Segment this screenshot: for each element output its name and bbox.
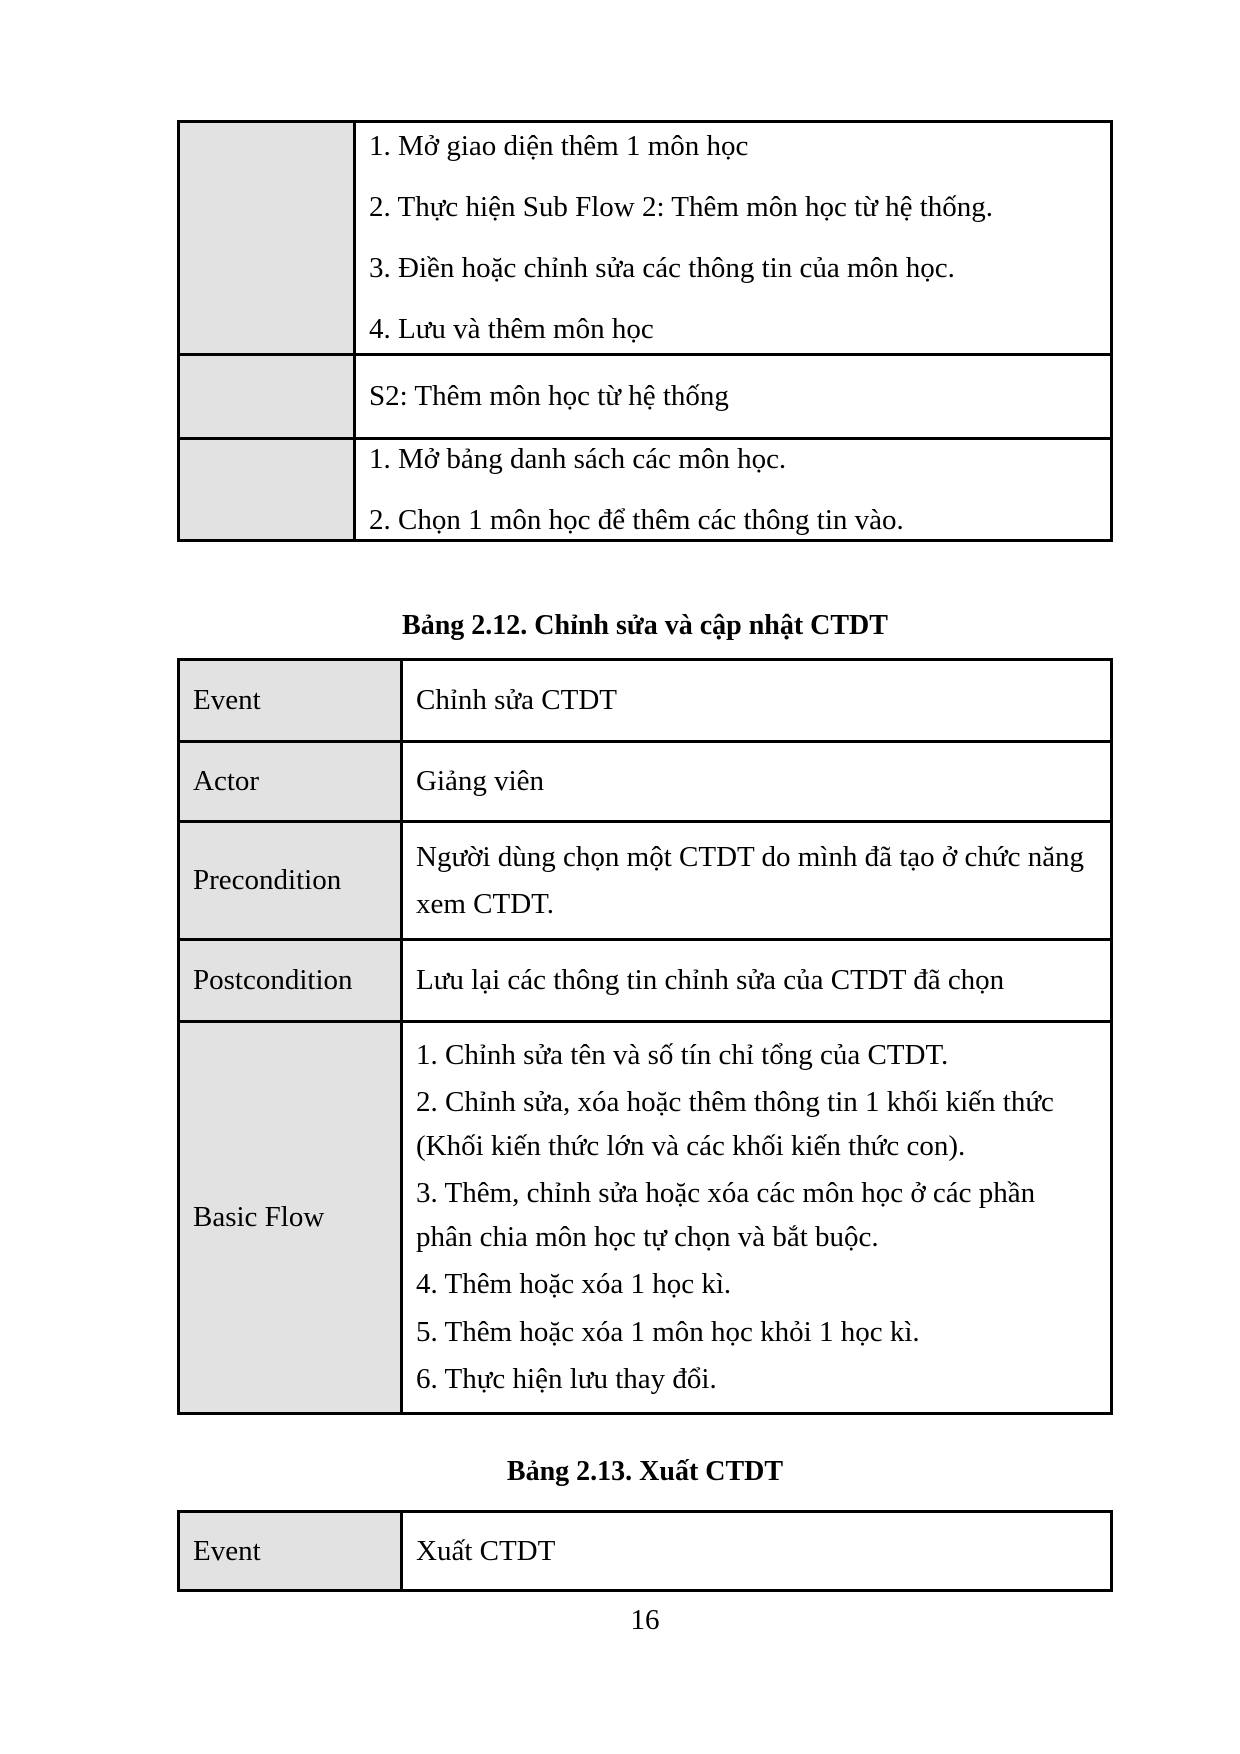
row-label-cell [180,123,356,353]
content-line: Giảng viên [416,765,545,798]
content-line: 1. Chỉnh sửa tên và số tín chỉ tổng của CTDT. [416,1038,949,1071]
content-line: Xuất CTDT [416,1534,556,1567]
page-number: 16 [630,1604,660,1636]
row-content-cell [403,661,1110,740]
row-label-cell [180,440,356,539]
content-line: 6. Thực hiện lưu thay đổi. [416,1363,717,1395]
content-line: 2. Thực hiện Sub Flow 2: Thêm môn học từ hệ thống. [369,191,994,224]
row-content-cell [356,440,1110,539]
row-content-cell [403,823,1110,938]
content-line: S2: Thêm môn học từ hệ thống [369,380,729,413]
content-line: 5. Thêm hoặc xóa 1 môn học khỏi 1 học kì. [416,1315,920,1348]
table-caption: Bảng 2.12. Chỉnh sửa và cập nhật CTDT [402,610,888,641]
table-row [180,123,1110,353]
use-case-table-continuation [177,120,1113,542]
table-row [180,820,1110,938]
table-row [180,437,1110,539]
table-row [180,1513,1110,1589]
row-label-cell [180,1023,403,1412]
content-line: 1. Mở giao diện thêm 1 môn học [369,130,749,163]
content-line: Chỉnh sửa CTDT [416,684,617,717]
row-label: Basic Flow [193,1201,325,1233]
content-line: 3. Điền hoặc chỉnh sửa các thông tin của môn học. [369,252,955,284]
content-line: 4. Lưu và thêm môn học [369,312,654,345]
row-label: Event [193,1534,261,1567]
table-row [180,740,1110,820]
row-label: Actor [193,765,260,797]
content-line: 2. Chỉnh sửa, xóa hoặc thêm thông tin 1 khối kiến thức (Khối kiến thức lớn và các khối kiến thức con). [416,1086,1054,1162]
content-line: 3. Thêm, chỉnh sửa hoặc xóa các môn học ở các phần phân chia môn học tự chọn và bắt buộc. [416,1177,1036,1253]
content-line: 2. Chọn 1 môn học để thêm các thông tin vào. [369,503,904,536]
row-label-cell [180,743,403,820]
table-caption: Bảng 2.13. Xuất CTDT [506,1456,784,1487]
table-row [180,353,1110,437]
table-row [180,661,1110,740]
row-label-cell [180,661,403,740]
row-content-cell [356,123,1110,353]
content-line: Người dùng chọn một CTDT do mình đã tạo ở chức năng xem CTDT. [416,840,1085,920]
row-content-cell [403,743,1110,820]
row-label: Event [193,684,261,716]
use-case-table-edit-ctdt [177,658,1113,1415]
row-label-cell [180,823,403,938]
content-line: Lưu lại các thông tin chỉnh sửa của CTDT đã chọn [416,964,1005,997]
row-label-cell [180,941,403,1020]
row-label: Precondition [193,864,342,896]
row-label-cell [180,1513,403,1589]
row-label-cell [180,356,356,437]
row-content-cell [403,1023,1110,1412]
row-content-cell [403,941,1110,1020]
row-content-cell [403,1513,1110,1589]
use-case-table-export-ctdt [177,1510,1113,1592]
content-line: 1. Mở bảng danh sách các môn học. [369,442,787,475]
row-label: Postcondition [193,964,353,996]
content-line: 4. Thêm hoặc xóa 1 học kì. [416,1268,732,1300]
row-content-cell [356,356,1110,437]
table-row [180,1020,1110,1412]
table-row [180,938,1110,1020]
